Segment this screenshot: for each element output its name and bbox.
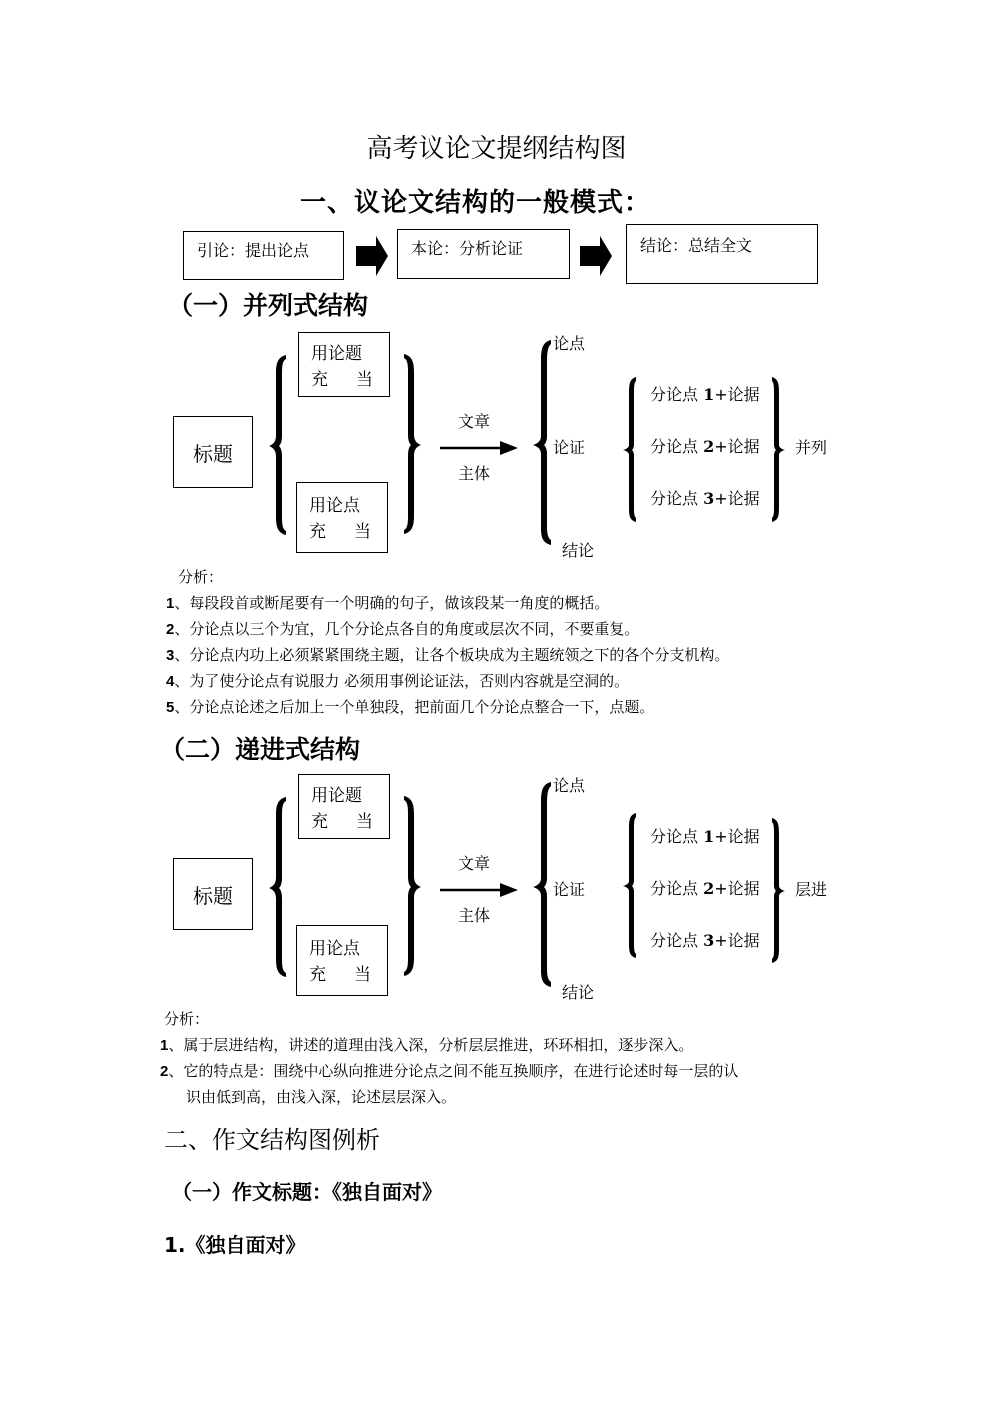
body-label-conclusion: 结论 — [562, 983, 595, 1002]
relation-label: 层进 — [795, 880, 828, 899]
title-box-label: 标题 — [193, 883, 233, 908]
analysis-item: 4、为了使分论点有说服力 必须用事例论证法，否则内容就是空洞的。 — [166, 672, 630, 690]
flow-box-conclusion — [626, 224, 818, 284]
topic-box — [298, 332, 390, 397]
arrow-right-icon — [440, 440, 520, 456]
right-block-arrow-icon — [356, 236, 388, 276]
left-brace-small-icon — [622, 813, 638, 958]
arrow-label-top: 文章 — [458, 854, 491, 873]
left-brace-icon — [268, 797, 288, 977]
document-title: 高考议论文提纲结构图 — [366, 134, 627, 164]
progressive-heading: （二）递进式结构 — [160, 735, 361, 764]
thesis-box-line1: 用论点 — [309, 496, 360, 516]
sub-point: 分论点 3+论据 — [650, 489, 760, 508]
title-box-label: 标题 — [193, 441, 233, 466]
right-block-arrow-icon — [580, 236, 612, 276]
analysis-item: 3、分论点内功上必须紧紧围绕主题，让各个板块成为主题统领之下的各个分支机构。 — [166, 646, 730, 664]
topic-box-line1: 用论题 — [311, 344, 362, 364]
topic-box-line2a: 充 — [311, 370, 328, 390]
relation-label: 并列 — [795, 438, 828, 457]
sub-point: 分论点 1+论据 — [650, 385, 760, 404]
body-label-argument: 论证 — [553, 438, 586, 457]
body-label-thesis: 论点 — [553, 334, 586, 353]
arrow-label-top: 文章 — [458, 412, 491, 431]
analysis-title: 分析： — [178, 568, 224, 586]
arrow-right-icon — [440, 882, 520, 898]
thesis-box — [296, 482, 388, 553]
analysis-item-continued: 识由低到高，由浅入深，论述层层深入。 — [186, 1088, 457, 1106]
section1-heading: 一、议论文结构的一般模式： — [300, 188, 652, 218]
section2-subheading: （一）作文标题：《独自面对》 — [172, 1180, 442, 1204]
topic-box-line2b: 当 — [356, 370, 373, 390]
topic-box — [298, 774, 390, 839]
topic-box-line2b: 当 — [356, 812, 373, 832]
thesis-box-line1: 用论点 — [309, 939, 360, 959]
topic-box-line1: 用论题 — [311, 786, 362, 806]
right-brace-icon — [402, 796, 422, 976]
right-brace-small-icon — [770, 377, 786, 522]
body-label-thesis: 论点 — [553, 776, 586, 795]
flow-box-intro — [183, 231, 344, 280]
title-box — [173, 416, 253, 488]
left-brace-large-icon — [531, 340, 553, 545]
thesis-box — [296, 925, 388, 996]
flow-box-label: 结论：总结全文 — [640, 236, 753, 255]
left-brace-icon — [268, 355, 288, 535]
analysis-item: 2、它的特点是：围绕中心纵向推进分论点之间不能互换顺序，在进行论述时每一层的认 — [160, 1062, 739, 1080]
flow-box-label: 本论：分析论证 — [411, 239, 524, 258]
body-label-argument: 论证 — [553, 880, 586, 899]
sub-point: 分论点 1+论据 — [650, 827, 760, 846]
analysis-item: 1、每段段首或断尾要有一个明确的句子，做该段某一角度的概括。 — [166, 594, 610, 612]
analysis-item: 2、分论点以三个为宜，几个分论点各自的角度或层次不同，不要重复。 — [166, 620, 640, 638]
analysis-item: 1、属于层进结构，讲述的道理由浅入深，分析层层推进，环环相扣，逐步深入。 — [160, 1036, 694, 1054]
flow-box-label: 引论：提出论点 — [197, 241, 310, 260]
flow-box-body — [397, 229, 570, 279]
arrow-label-bottom: 主体 — [458, 906, 491, 925]
sub-point: 分论点 2+论据 — [650, 879, 760, 898]
body-label-conclusion: 结论 — [562, 541, 595, 560]
thesis-box-line2b: 当 — [354, 965, 371, 985]
left-brace-large-icon — [531, 782, 553, 987]
title-box — [173, 858, 253, 930]
analysis-item: 5、分论点论述之后加上一个单独段，把前面几个分论点整合一下，点题。 — [166, 698, 655, 716]
arrow-label-bottom: 主体 — [458, 464, 491, 483]
parallel-heading: （一）并列式结构 — [168, 291, 369, 320]
thesis-box-line2a: 充 — [309, 522, 326, 542]
section2-heading: 二、作文结构图例析 — [164, 1126, 380, 1154]
thesis-box-line2a: 充 — [309, 965, 326, 985]
left-brace-small-icon — [622, 377, 638, 522]
thesis-box-line2b: 当 — [354, 522, 371, 542]
sub-point: 分论点 3+论据 — [650, 931, 760, 950]
section2-item: 1.《独自面对》 — [164, 1233, 306, 1257]
right-brace-icon — [402, 354, 422, 534]
sub-point: 分论点 2+论据 — [650, 437, 760, 456]
topic-box-line2a: 充 — [311, 812, 328, 832]
right-brace-small-icon — [770, 818, 786, 963]
analysis-title: 分析： — [164, 1010, 210, 1028]
